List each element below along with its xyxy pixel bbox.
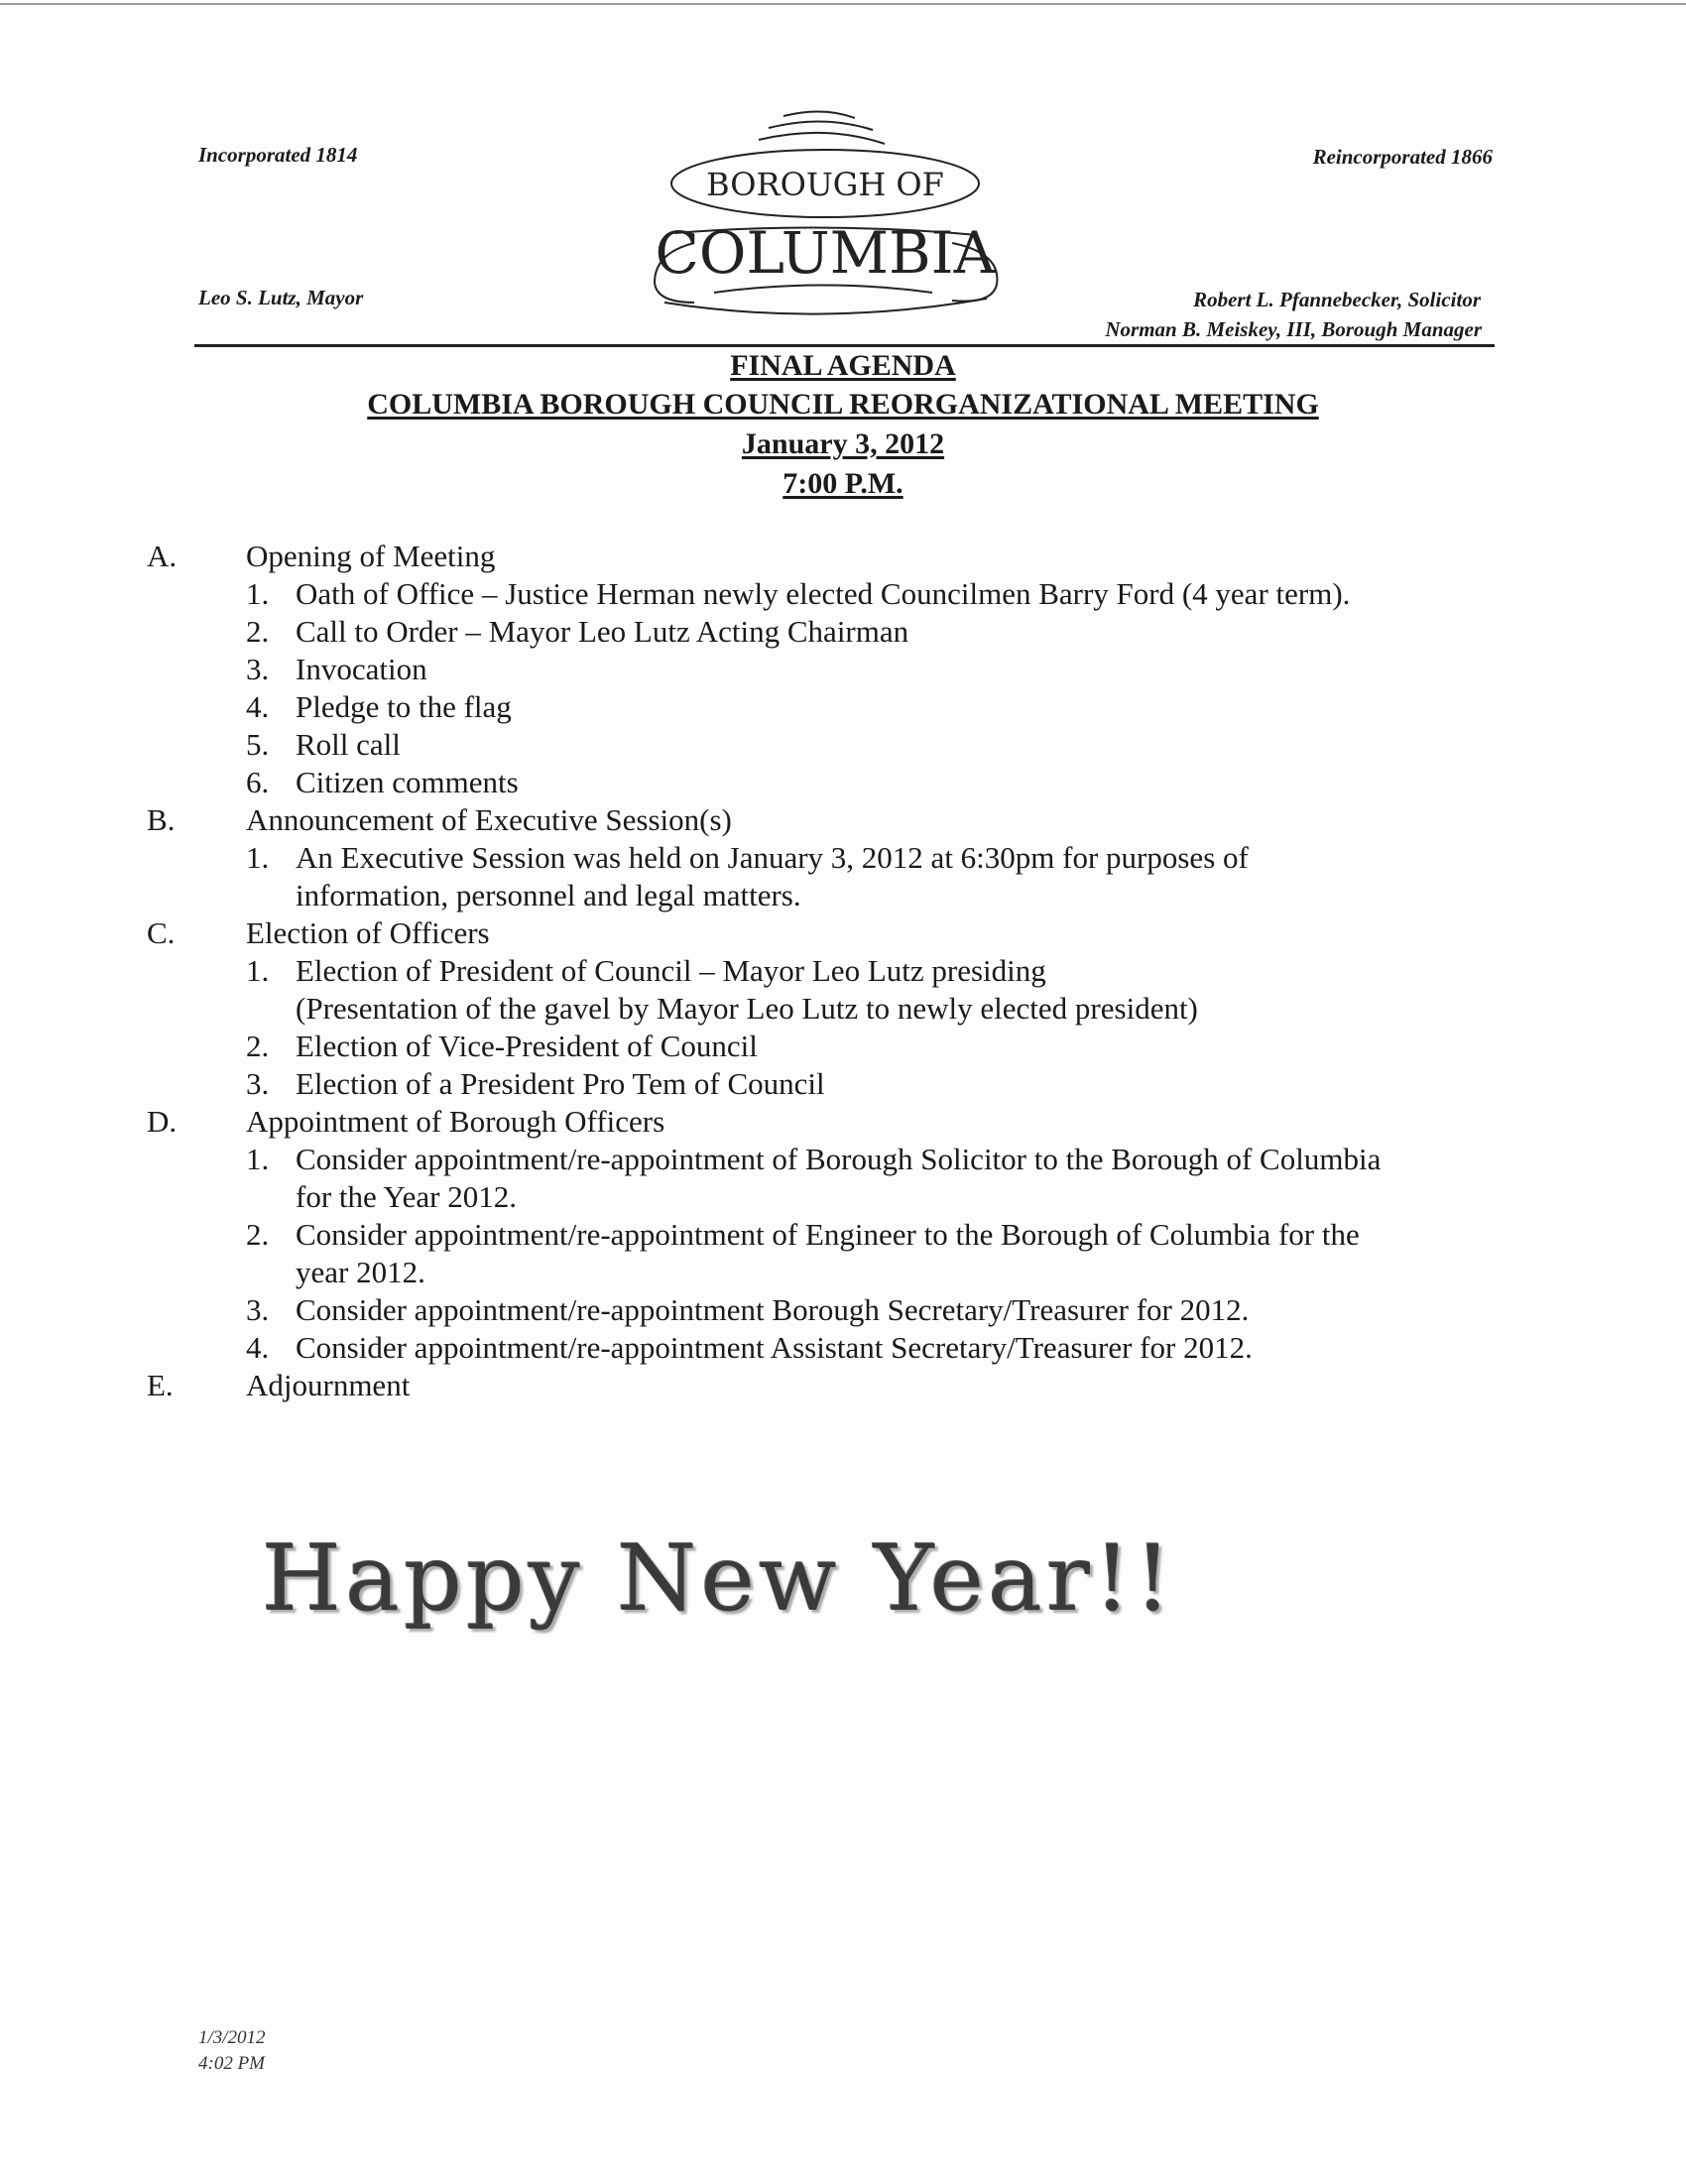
scan-top-edge bbox=[0, 3, 1686, 5]
section-letter-c: C. bbox=[147, 915, 176, 950]
section-title-d: Appointment of Borough Officers bbox=[246, 1104, 665, 1139]
print-time: 4:02 PM bbox=[198, 2053, 266, 2074]
seal-borough-of: BOROUGH OF bbox=[706, 166, 944, 203]
agenda-title: FINAL AGENDA bbox=[730, 349, 956, 382]
section-letter-d: D. bbox=[147, 1104, 178, 1139]
happy-new-year-greeting: Happy New Year!! bbox=[262, 1525, 1175, 1632]
manager-name: Norman B. Meiskey, III, Borough Manager bbox=[1105, 317, 1482, 341]
section-title-a: Opening of Meeting bbox=[246, 539, 496, 573]
print-date: 1/3/2012 bbox=[198, 2027, 266, 2048]
section-title-e: Adjournment bbox=[246, 1368, 411, 1402]
meeting-date: January 3, 2012 bbox=[741, 427, 945, 460]
section-letter-b: B. bbox=[147, 802, 176, 837]
list-item-continuation: information, personnel and legal matters. bbox=[296, 878, 801, 912]
meeting-time: 7:00 P.M. bbox=[783, 467, 903, 500]
reincorporated-note: Reincorporated 1866 bbox=[1312, 145, 1493, 169]
section-title-c: Election of Officers bbox=[246, 915, 490, 950]
borough-seal-logo bbox=[595, 104, 1051, 322]
list-item-continuation: year 2012. bbox=[296, 1255, 425, 1289]
meeting-title: COLUMBIA BOROUGH COUNCIL REORGANIZATIONAL MEETING bbox=[367, 388, 1319, 421]
section-title-b: Announcement of Executive Session(s) bbox=[246, 802, 732, 837]
solicitor-name: Robert L. Pfannebecker, Solicitor bbox=[1193, 288, 1481, 311]
mayor-name: Leo S. Lutz, Mayor bbox=[198, 286, 364, 309]
incorporated-note: Incorporated 1814 bbox=[198, 143, 358, 167]
header-rule bbox=[194, 344, 1495, 347]
seal-columbia: COLUMBIA bbox=[655, 219, 996, 287]
list-item-continuation: for the Year 2012. bbox=[296, 1179, 517, 1214]
section-letter-e: E. bbox=[147, 1368, 174, 1402]
section-letter-a: A. bbox=[147, 539, 178, 573]
list-item-continuation: (Presentation of the gavel by Mayor Leo Lutz to newly elected president) bbox=[296, 991, 1198, 1026]
